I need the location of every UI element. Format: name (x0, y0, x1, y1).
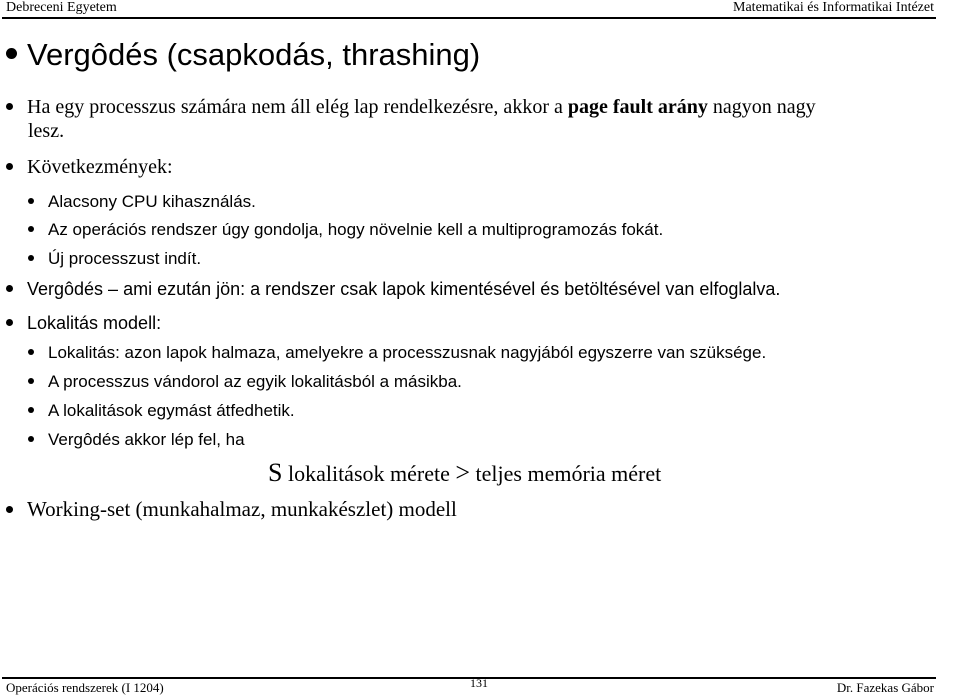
formula-sum-symbol: S (268, 458, 283, 487)
sub-bullet-thrashing-condition (28, 429, 245, 451)
sub-bullet-multiprogramming (28, 219, 663, 241)
bullet-icon (6, 163, 13, 170)
sub-bullet-new-process (28, 248, 201, 270)
formula-greater-than: > (455, 458, 471, 487)
sub-bullet-overlap (28, 400, 295, 422)
sub-bullet-icon (28, 349, 34, 355)
header-divider (2, 17, 936, 19)
header-institution: Debreceni Egyetem (6, 0, 117, 15)
header-department: Matematikai és Informatikai Intézet (733, 0, 934, 15)
bullet-page-fault (6, 95, 816, 119)
bullet-working-set (6, 496, 457, 522)
bullet-text-pre: Ha egy processzus számára nem áll elég lap rendelkezésre, akkor a (27, 96, 568, 118)
bullet-text-post: nagyon nagy (707, 96, 816, 118)
sub-bullet-text: Vergôdés akkor lép fel, ha (48, 430, 245, 449)
bullet-text: Working-set (munkahalmaz, munkakészlet) modell (27, 497, 457, 521)
sub-bullet-process-migrates (28, 371, 462, 393)
sub-bullet-text: Új processzust indít. (48, 249, 202, 268)
bullet-icon (6, 506, 13, 513)
sub-bullet-text: Alacsony CPU kihasználás. (48, 192, 256, 211)
formula-left-term: lokalitások mérete (282, 461, 456, 486)
bullet-icon (6, 103, 13, 110)
slide-title (6, 36, 480, 74)
bullet-icon (6, 319, 13, 326)
thrashing-formula (268, 459, 661, 488)
slide-title-text: Vergôdés (csapkodás, thrashing) (27, 37, 481, 72)
sub-bullet-icon (28, 378, 34, 384)
bullet-locality-model (6, 312, 161, 334)
page-number: 131 (470, 676, 488, 690)
formula-right-term: teljes memória méret (470, 461, 662, 486)
sub-bullet-icon (28, 407, 34, 413)
bullet-page-fault-continuation: lesz. (28, 120, 65, 142)
sub-bullet-text: Lokalitás: azon lapok halmaza, amelyekre a processzusnak nagyjából egyszerre van szüksége. (48, 343, 767, 362)
footer-author: Dr. Fazekas Gábor (836, 680, 934, 695)
footer-course: Operációs rendszerek (I 1204) (6, 680, 164, 695)
bullet-consequences (6, 155, 173, 179)
sub-bullet-icon (28, 255, 34, 261)
bullet-text: Következmények: (27, 156, 173, 178)
sub-bullet-icon (28, 226, 34, 232)
sub-bullet-icon (28, 198, 34, 204)
sub-bullet-icon (28, 436, 34, 442)
bullet-text: Vergôdés – ami ezután jön: a rendszer csak lapok kimentésével és betöltésével van elfoglalva. (27, 279, 781, 299)
sub-bullet-text: A processzus vándorol az egyik lokalitásból a másikba. (48, 372, 462, 391)
bullet-text-bold: page fault arány (567, 96, 708, 118)
title-bullet-icon (6, 48, 17, 59)
page-header (6, 0, 934, 18)
bullet-icon (6, 285, 13, 292)
sub-bullet-text: A lokalitások egymást átfedhetik. (48, 401, 295, 420)
sub-bullet-text: Az operációs rendszer úgy gondolja, hogy növelnie kell a multiprogramozás fokát. (48, 220, 664, 239)
sub-bullet-low-cpu (28, 191, 256, 213)
sub-bullet-locality-definition (28, 342, 766, 364)
bullet-text: Lokalitás modell: (27, 313, 162, 333)
footer-divider (2, 677, 936, 679)
bullet-thrashing (6, 278, 780, 300)
